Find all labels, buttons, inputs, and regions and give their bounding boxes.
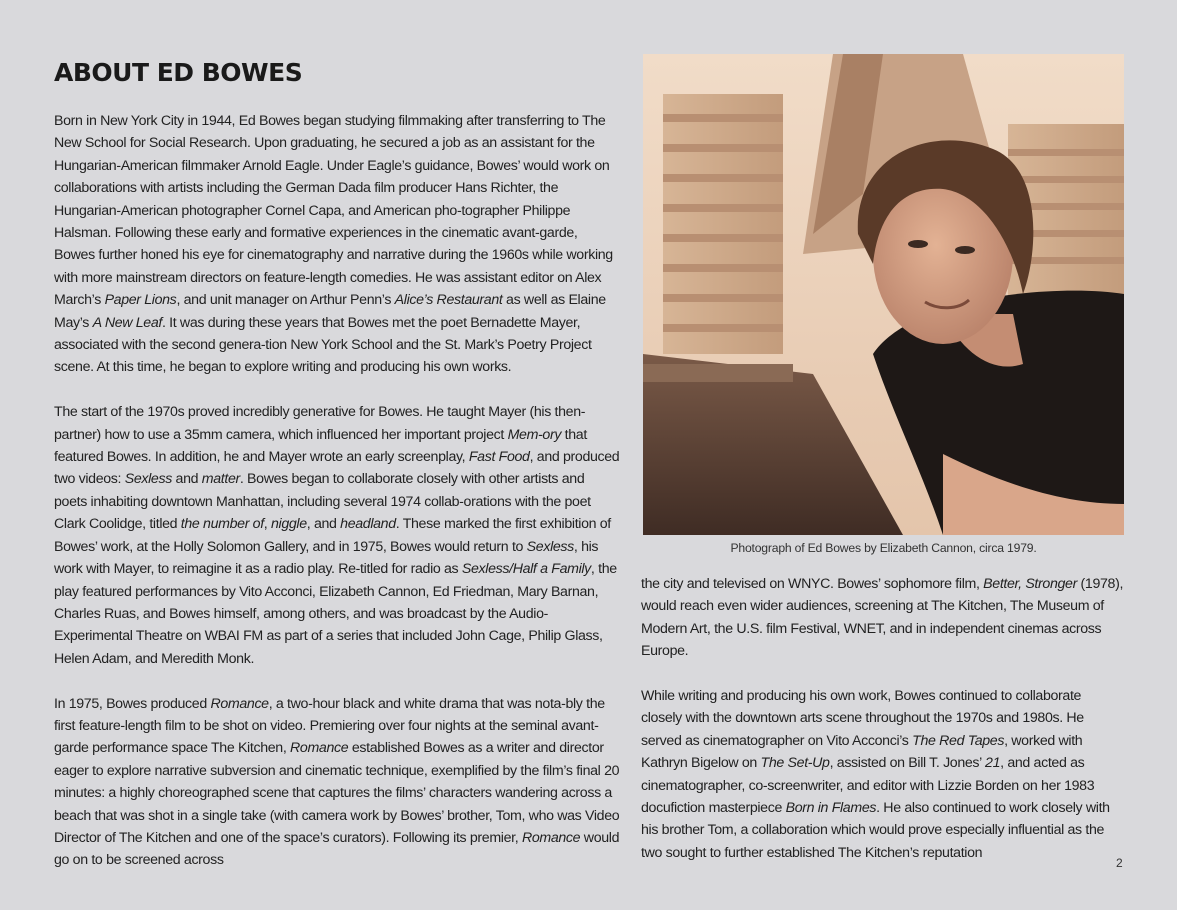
italic-title: The Red Tapes (912, 732, 1005, 749)
italic-title: 21 (985, 755, 1001, 772)
text-run: While writing and producing his own work, Bowes continued to collaborate closely with the downtown arts scene throughout the 1970s and 1980s. He served as cinematographer on Vito Acconci’s (641, 688, 1084, 749)
paragraph-romance (54, 693, 620, 872)
paragraph-early-career (54, 110, 620, 379)
italic-title: Romance (521, 829, 581, 846)
italic-title: Romance (210, 695, 269, 712)
italic-title: Mem-ory (507, 426, 562, 443)
italic-title: The Set-Up (760, 755, 830, 772)
text-run: , and unit manager on Arthur Penn’s (176, 292, 395, 309)
text-run: Born in New York City in 1944, Ed Bowes began studying filmmaking after transferring to The New School for Social Research. Upon graduating, he secured a job as an assistant for the Hungarian-American filmmaker Arnold Eagle. Under Eagle’s guidance, Bowes’ would work on collaborations with artists including the German Dada film producer Hans Richter, the Hungarian-American photographer Cornel Capa, and American pho-tographer Philippe Halsman. Following these early and formative experiences in the cinematic avant-garde, Bowes further honed his eye for cinematography and narrative during the 1960s while working with more mainstream directors on feature-length comedies. He was assistant editor on Alex March’s (54, 113, 613, 309)
italic-title: Sexless (526, 538, 574, 555)
photo-caption: Photograph of Ed Bowes by Elizabeth Cannon, circa 1979. (730, 541, 1037, 555)
paragraph-1970s (54, 401, 620, 670)
italic-title: Paper Lions (104, 292, 177, 309)
text-run: , and (306, 516, 341, 533)
italic-title: headland (340, 516, 396, 533)
italic-title: Sexless/Half a Family (461, 561, 591, 578)
paragraph-collaborations (641, 685, 1125, 864)
italic-title: Fast Food (468, 449, 530, 466)
italic-title: Born in Flames (785, 800, 877, 817)
italic-title: the number of (180, 516, 264, 533)
italic-title: A New Leaf (92, 314, 162, 331)
text-run: the city and televised on WNYC. Bowes’ sophomore film, (641, 576, 984, 592)
italic-title: Alice’s Restaurant (394, 292, 503, 309)
text-run: . He also continued to work closely with his brother Tom, a collaboration which would prove especially influential as the two sought to further established The Kitchen’s reputation (641, 800, 1110, 861)
text-run: . These marked the first exhibition of Bowes’ work, at the Holly Solomon Gallery, and in 1975, Bowes would return to (54, 516, 611, 555)
text-run: In 1975, Bowes produced (54, 695, 211, 712)
page-number: 2 (1116, 856, 1123, 870)
text-run: and (171, 471, 202, 488)
text-run: established Bowes as a writer and director eager to explore narrative subversion and cinematic technique, exemplified by the film’s final 20 minutes: a highly choreographed scene that captures the films’ characters wandering across a beach that was shot in a single take (with camera work by Bowes’ brother, Tom, who was Video Director of The Kitchen and one of the space’s curators). Following its premier, (54, 740, 620, 846)
italic-title: Better, Stronger (983, 576, 1077, 592)
portrait-illustration (643, 54, 1124, 535)
text-run: (1978), would reach even wider audiences, screening at The Kitchen, The Museum of Modern Art, the U.S. film Festival, WNET, and in independent cinemas across Europe. (641, 576, 1124, 660)
right-text-column (641, 573, 1125, 864)
text-run: The start of the 1970s proved incredibly generative for Bowes. He taught Mayer (his then-partner) how to use a 35mm camera, which influenced her important project (54, 404, 586, 443)
text-run: , (263, 516, 271, 533)
text-run: , his work with Mayer, to reimagine it as a radio play. Re-titled for radio as (54, 538, 599, 578)
italic-title: niggle (270, 516, 307, 533)
italic-title: Romance (290, 740, 349, 757)
text-run: . Bowes began to collaborate closely with other artists and poets inhabiting downtown Manhattan, including several 1974 collab-orations with the poet Clark Coolidge, titled (54, 471, 591, 533)
text-run: that featured Bowes. In addition, he and Mayer wrote an early screenplay, (54, 426, 587, 466)
text-run: , and acted as cinematographer, co-screenwriter, and editor with Lizzie Borden on her 1983 docufiction masterpiece (641, 755, 1095, 817)
text-run: , and produced two videos: (54, 449, 620, 488)
text-run: , worked with Kathryn Bigelow on (641, 732, 1083, 772)
text-run: . It was during these years that Bowes met the poet Bernadette Mayer, associated with the second genera-tion New York School and the St. Mark’s Poetry Project scene. At this time, he began to explore writing and producing his own works. (54, 314, 592, 376)
text-run: , assisted on Bill T. Jones’ (829, 755, 986, 772)
text-run: , a two-hour black and white drama that was nota-bly the first feature-length film to be shot on video. Premiering over four nights at the seminal avant-garde performance space The Kitchen, (54, 695, 605, 757)
page-title: ABOUT ED BOWES (54, 58, 303, 87)
italic-title: matter (201, 471, 240, 488)
text-run: would go on to be screened across (54, 829, 620, 869)
left-text-column (54, 110, 620, 872)
text-run: as well as Elaine May’s (54, 292, 606, 331)
portrait-photo (643, 54, 1124, 535)
text-run: , the play featured performances by Vito Acconci, Elizabeth Cannon, Ed Friedman, Mary Barnan, Charles Ruas, and Bowes himself, among others, and was broadcast by the Audio-Experimental Theatre on WBAI FM as part of a series that included John Cage, Philip Glass, Helen Adam, and Meredith Monk. (54, 561, 617, 667)
paragraph-better-stronger (641, 573, 1125, 663)
italic-title: Sexless (124, 471, 172, 488)
